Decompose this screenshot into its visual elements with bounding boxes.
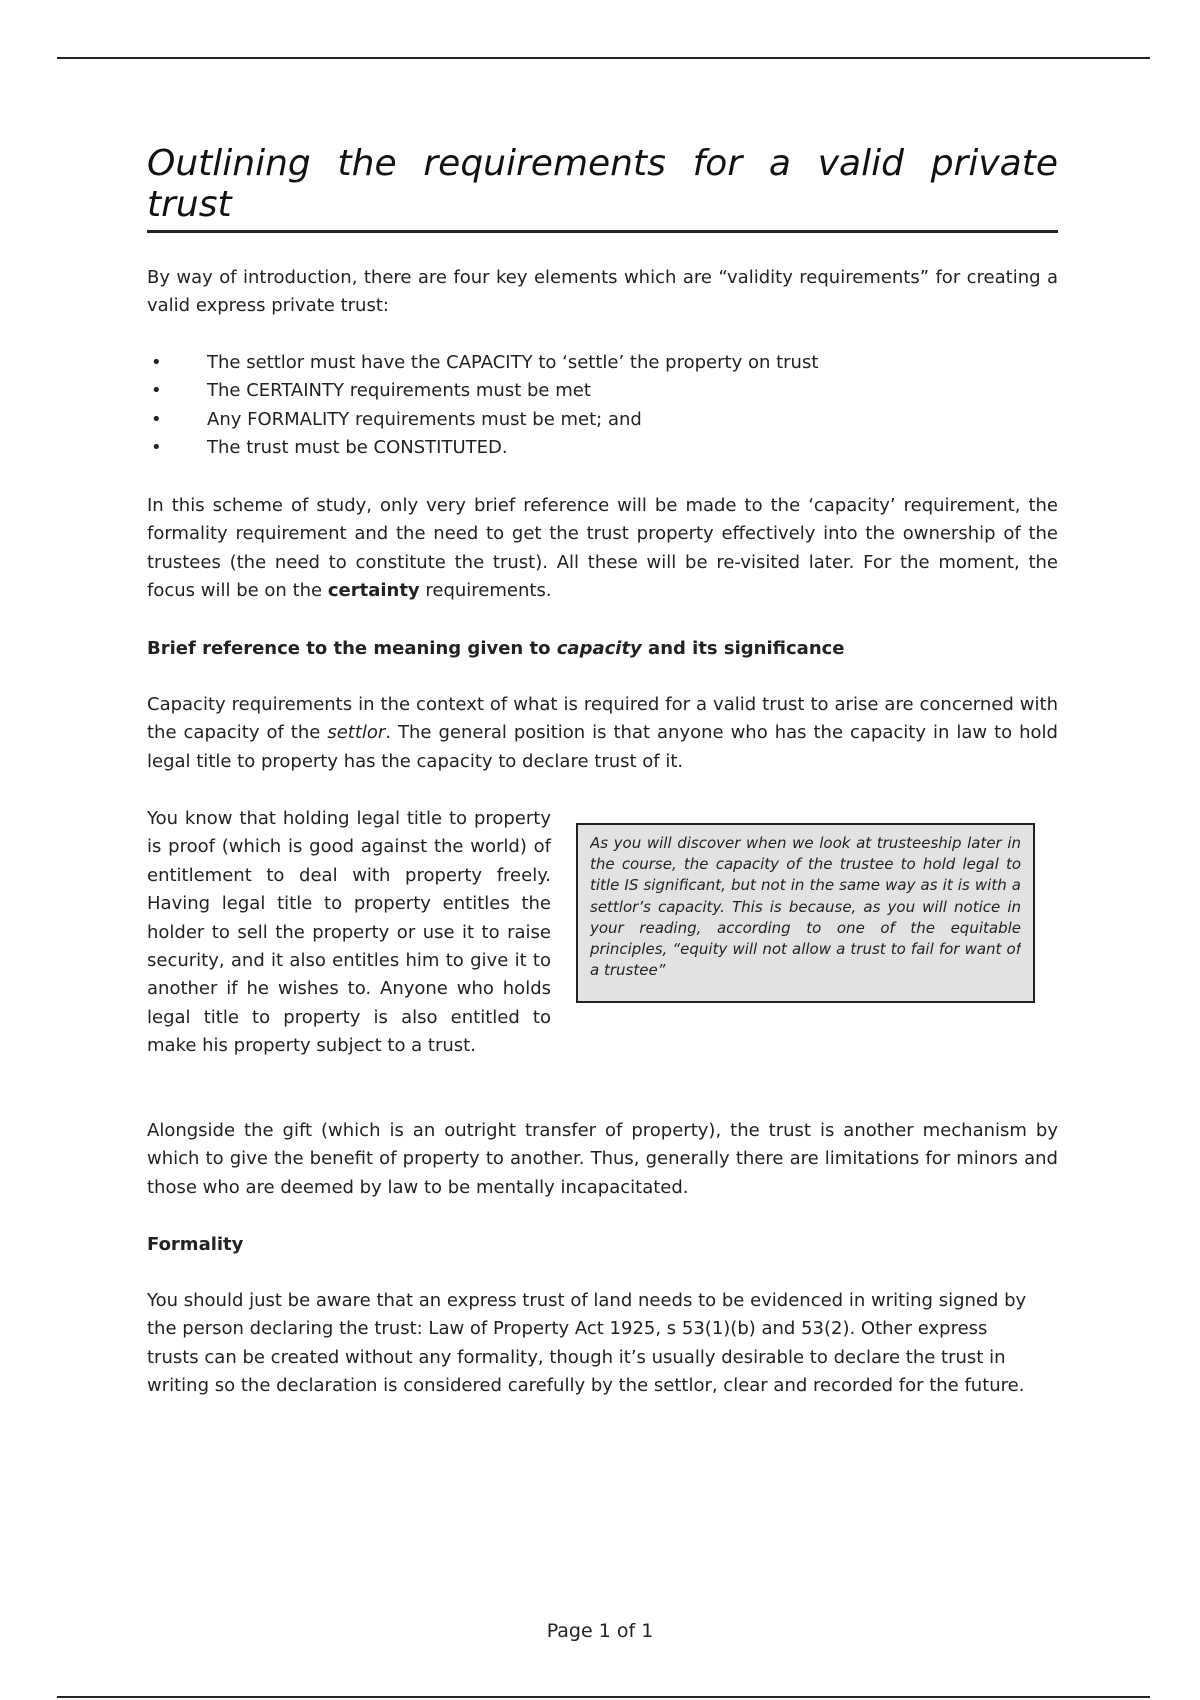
gift-paragraph — [147, 1117, 1058, 1202]
heading-text: Brief reference to the meaning given to — [147, 638, 557, 659]
capacity-paragraph — [147, 691, 1058, 776]
capacity-italic: settlor — [327, 722, 386, 744]
legal-title-text: You know that holding legal title to property is proof (which is good against the world) of entitlement to deal with property freely. Having legal title to property entitles the holder to sell the property or use it to raise security, and it also entitles him to give it to another if he wishes to. Anyone who holds legal title to property is also entitled to make his property subject to a trust. — [147, 808, 551, 1057]
intro-paragraph — [147, 264, 1058, 321]
list-item — [147, 434, 1058, 462]
intro-text: By way of introduction, there are four key elements which are “validity requirements” for creating a valid express private trust: — [147, 267, 1058, 317]
list-item-text: Any FORMALITY requirements must be met; and — [207, 408, 642, 430]
scheme-text-end: requirements. — [419, 580, 552, 602]
footer-rule — [57, 1696, 1150, 1698]
page-number: Page 1 of 1 — [546, 1620, 654, 1642]
list-item — [147, 349, 1058, 377]
page-title: Outlining the requirements for a valid private trust — [147, 143, 1058, 225]
formality-paragraph — [147, 1287, 1027, 1401]
list-item — [147, 377, 1058, 405]
title-underline — [147, 230, 1058, 233]
capacity-text-end: . The general position is that anyone who has the capacity in law to hold legal title to property has the capacity to declare trust of it. — [147, 722, 1058, 772]
capacity-heading — [147, 635, 1058, 663]
formality-heading — [147, 1231, 1058, 1259]
formality-heading-text: Formality — [147, 1234, 244, 1255]
callout-box — [576, 823, 1035, 1003]
legal-title-paragraph — [147, 805, 551, 1061]
requirements-list — [147, 349, 1058, 463]
list-item-text: The settlor must have the CAPACITY to ‘settle’ the property on trust — [207, 352, 819, 373]
bullet-icon: • — [151, 352, 162, 373]
scheme-text: In this scheme of study, only very brief reference will be made to the ‘capacity’ requirement, the formality requirement and the need to get the trust property effectively into the ownership of the trustees (the need to constitute the trust). All these will be re-visited later. For the moment, the focus will be on the — [147, 495, 1058, 602]
list-item-text: The CERTAINTY requirements must be met — [207, 380, 591, 402]
heading-italic: capacity — [556, 638, 642, 659]
bullet-icon: • — [151, 437, 162, 459]
callout-text: As you will discover when we look at trusteeship later in the course, the capacity of the trustee to hold legal to title IS significant, but not in the same way as it is with a settlor’s capacity. This is because, as you will notice in your reading, according to one of the equitable principles, “equity will not allow a trust to fail for want of a trustee” — [590, 834, 1021, 980]
list-item — [147, 406, 1058, 434]
gift-text: Alongside the gift (which is an outright transfer of property), the trust is another mechanism by which to give the benefit of property to another. Thus, generally there are limitations for minors and those who are deemed by law to be mentally incapacitated. — [147, 1120, 1058, 1198]
bullet-icon: • — [151, 380, 162, 402]
bullet-icon: • — [151, 408, 162, 430]
capacity-text: Capacity requirements in the context of what is required for a valid trust to arise are concerned with the capacity of the — [147, 694, 1058, 744]
scheme-paragraph — [147, 492, 1058, 606]
formality-text: You should just be aware that an express trust of land needs to be evidenced in writing signed by the person declaring the trust: Law of Property Act 1925, s 53(1)(b) and 53(2). Other express trusts can be created without any formality, though it’s usually desirable to declare the trust in writing so the declaration is considered carefully by the settlor, clear and recorded for the future. — [147, 1290, 1027, 1397]
heading-text-end: and its significance — [641, 638, 845, 659]
header-rule — [57, 57, 1150, 59]
scheme-bold: certainty — [327, 580, 420, 602]
list-item-text: The trust must be CONSTITUTED. — [207, 437, 508, 459]
